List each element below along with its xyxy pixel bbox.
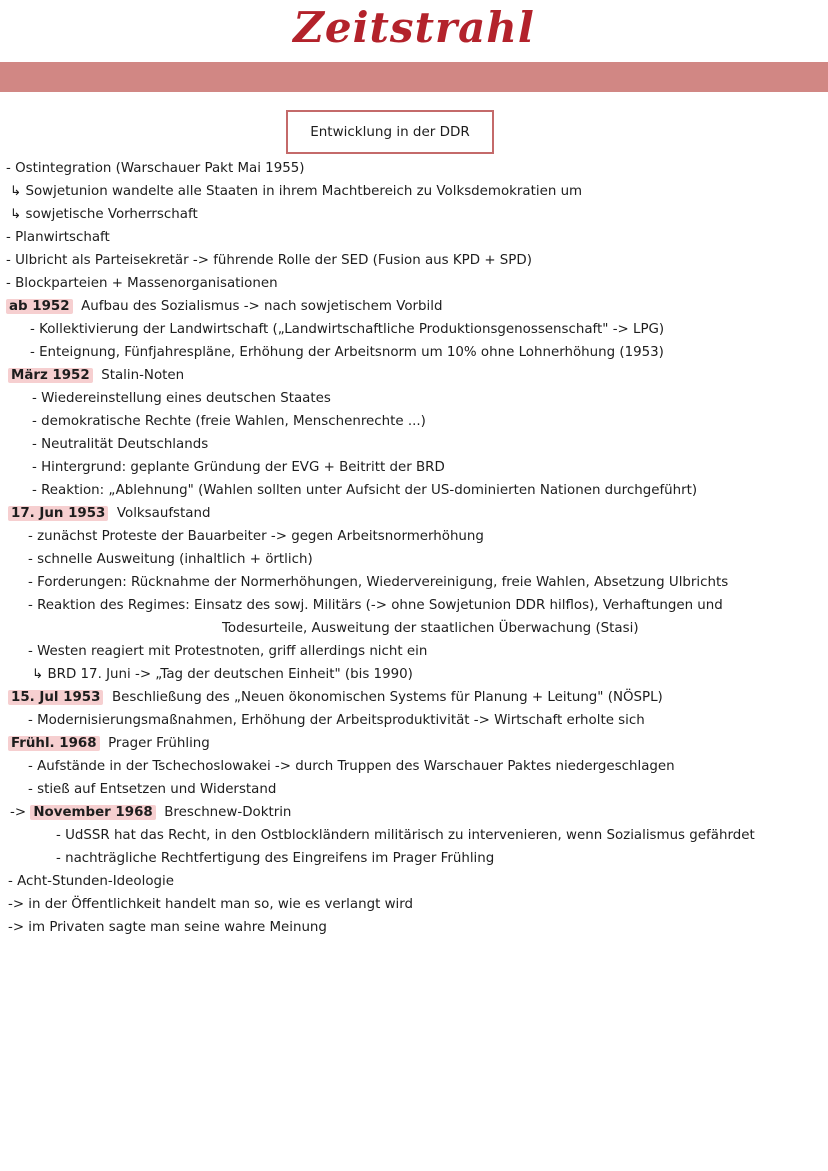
note-line: - Hintergrund: geplante Gründung der EVG + Beitritt der BRD (32, 460, 445, 475)
note-line: - Planwirtschaft (6, 230, 110, 245)
note-line: - Reaktion des Regimes: Einsatz des sowj. Militärs (-> ohne Sowjetunion DDR hilflos), Verhaftungen und (28, 598, 723, 613)
note-line: - Modernisierungsmaßnahmen, Erhöhung der Arbeitsproduktivität -> Wirtschaft erholte sich (28, 713, 645, 728)
note-line: März 1952 Stalin-Noten (8, 365, 184, 387)
note-line: ab 1952 Aufbau des Sozialismus -> nach sowjetischem Vorbild (6, 296, 442, 318)
date-label: Frühl. 1968 (8, 736, 100, 751)
date-label: März 1952 (8, 368, 93, 383)
note-line: ↳ sowjetische Vorherrschaft (10, 207, 198, 222)
date-label: ab 1952 (6, 299, 73, 314)
note-line: - Neutralität Deutschlands (32, 437, 209, 452)
note-line: -> in der Öffentlichkeit handelt man so, wie es verlangt wird (8, 897, 414, 912)
note-line: - Blockparteien + Massenorganisationen (6, 276, 278, 291)
note-line: ↳ Sowjetunion wandelte alle Staaten in ihrem Machtbereich zu Volksdemokratien um (10, 184, 583, 199)
note-line: - Enteignung, Fünfjahrespläne, Erhöhung der Arbeitsnorm um 10% ohne Lohnerhöhung (1953) (30, 345, 664, 360)
page-title: Zeitstrahl (293, 3, 535, 52)
note-line: Frühl. 1968 Prager Frühling (8, 733, 210, 755)
note-line: - zunächst Proteste der Bauarbeiter -> gegen Arbeitsnormerhöhung (28, 529, 484, 544)
note-line: 15. Jul 1953 Beschließung des „Neuen ökonomischen Systems für Planung + Leitung" (NÖSPL) (8, 687, 663, 709)
note-line: - stieß auf Entsetzen und Widerstand (28, 782, 277, 797)
note-line: - Reaktion: „Ablehnung" (Wahlen sollten unter Aufsicht der US-dominierten Nationen durchgeführt) (32, 483, 698, 498)
note-line: 17. Jun 1953 Volksaufstand (8, 503, 210, 525)
date-label: 15. Jul 1953 (8, 690, 103, 705)
date-label: 17. Jun 1953 (8, 506, 108, 521)
note-line: - Kollektivierung der Landwirtschaft („Landwirtschaftliche Produktionsgenossenschaft" -> LPG) (30, 322, 665, 337)
note-line: Todesurteile, Ausweitung der staatlichen Überwachung (Stasi) (222, 621, 639, 636)
note-line: ↳ BRD 17. Juni -> „Tag der deutschen Einheit" (bis 1990) (32, 667, 413, 682)
note-line: - Ostintegration (Warschauer Pakt Mai 1955) (6, 161, 305, 176)
header-band (0, 62, 828, 92)
note-line: - Ulbricht als Parteisekretär -> führende Rolle der SED (Fusion aus KPD + SPD) (6, 253, 532, 268)
note-line: - Forderungen: Rücknahme der Normerhöhungen, Wiedervereinigung, freie Wahlen, Absetzung Ulbrichts (28, 575, 729, 590)
section-title-box: Entwicklung in der DDR (286, 110, 494, 154)
note-line: - Wiedereinstellung eines deutschen Staates (32, 391, 331, 406)
note-line: - UdSSR hat das Recht, in den Ostblockländern militärisch zu intervenieren, wenn Sozialismus gefährdet (56, 828, 755, 843)
note-line: - schnelle Ausweitung (inhaltlich + örtlich) (28, 552, 313, 567)
note-line: -> November 1968 Breschnew-Doktrin (10, 805, 292, 820)
note-line: -> im Privaten sagte man seine wahre Meinung (8, 920, 327, 935)
note-line: - Aufstände in der Tschechoslowakei -> durch Truppen des Warschauer Paktes niedergeschlagen (28, 759, 675, 774)
note-line: - Acht-Stunden-Ideologie (8, 874, 174, 889)
note-line: - nachträgliche Rechtfertigung des Eingreifens im Prager Frühling (56, 851, 495, 866)
date-label: November 1968 (30, 805, 155, 820)
note-line: - Westen reagiert mit Protestnoten, griff allerdings nicht ein (28, 644, 428, 659)
note-line: - demokratische Rechte (freie Wahlen, Menschenrechte ...) (32, 414, 426, 429)
